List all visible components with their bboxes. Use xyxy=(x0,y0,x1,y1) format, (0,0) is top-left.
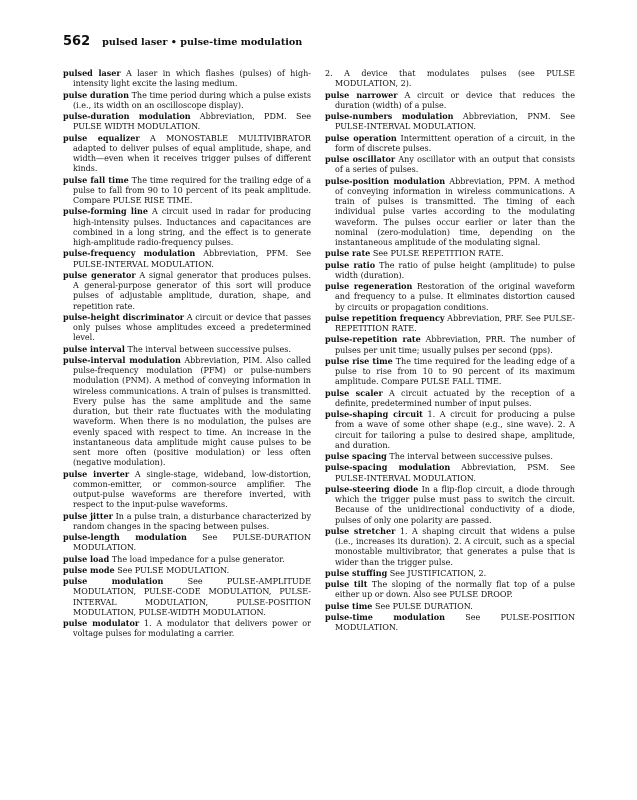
dictionary-entry xyxy=(63,312,311,344)
entry-definition: The load impedance for a pulse generator. xyxy=(111,554,285,564)
entry-definition: Abbreviation, PIM. Also called pulse-frequency modulation (PFM) or pulse-numbers modulation (PNM). A method of conveying information in wireless communications. A train of pulses is transmitted. Every pulse has the same amplitude and the same duration, but their rate fluctuates with the modulating waveform. When there is no modulation, the pulses are evenly spaced with respect to time. An increase in the instantaneous data amplitude might cause pulses to be sent more often (positive modulation) or less often (negative modulation). xyxy=(73,355,311,468)
dictionary-entry xyxy=(63,248,311,270)
entry-definition: See PULSE MODULATION. xyxy=(117,565,230,575)
entry-headword: pulse spacing xyxy=(325,451,387,461)
page-number: 562 xyxy=(63,34,91,49)
running-head: pulsed laser • pulse-time modulation xyxy=(102,37,303,48)
dictionary-entry xyxy=(325,281,575,313)
dictionary-entry xyxy=(325,313,575,335)
entry-definition: A circuit or device that reduces the duration (width) of a pulse. xyxy=(335,90,576,110)
dictionary-entry xyxy=(325,451,575,462)
entry-definition: The sloping of the normally flat top of a pulse either up or down. Also see PULSE DROOP. xyxy=(335,580,575,600)
dictionary-entry xyxy=(325,176,575,249)
entry-headword: pulse fall time xyxy=(63,174,129,185)
dictionary-entry xyxy=(325,612,575,634)
entry-definition: Abbreviation, PNM. See PULSE-INTERVAL MODULATION. xyxy=(335,112,575,132)
dictionary-entry xyxy=(325,133,575,155)
entry-definition: Intermittent operation of a circuit, in the form of discrete pulses. xyxy=(335,133,575,153)
entry-headword: pulse ratio xyxy=(325,259,376,270)
entry-headword: pulse-spacing modulation xyxy=(325,462,451,473)
dictionary-entry xyxy=(325,484,575,526)
entry-headword: pulse scaler xyxy=(325,387,383,398)
dictionary-entry xyxy=(325,90,575,112)
entry-definition: See PULSE-POSITION MODULATION. xyxy=(335,612,575,632)
dictionary-entry xyxy=(63,618,311,640)
entry-headword: pulse-repetition rate xyxy=(325,334,421,345)
dictionary-entry xyxy=(325,260,575,282)
entry-definition: See PULSE DURATION. xyxy=(374,601,473,611)
entry-headword: pulse stuffing xyxy=(325,567,388,578)
entry-headword: pulse time xyxy=(325,600,373,611)
entry-definition: A laser in which flashes (pulses) of high-intensity light excite the lasing medium. xyxy=(73,69,311,89)
dictionary-entry xyxy=(63,175,311,207)
entry-definition: Abbreviation, PRF. See PULSE-REPETITION RATE. xyxy=(335,313,575,333)
dictionary-entry xyxy=(63,355,311,469)
entry-definition: Abbreviation, PPM. A method of conveying information in wireless communications. A train of pulses is transmitted. The timing of each individual pulse varies according to the modulating waveform. The pulses occur earlier or later than the nominal (zero-modulation) time, depending on the instantaneous amplitude of the modulating signal. xyxy=(335,176,575,247)
dictionary-entry xyxy=(63,532,311,554)
entry-definition: A single-stage, wideband, low-distortion, common-emitter, or common-source amplifier. The output-pulse waveforms are therefore inverted, with respect to the input-pulse waveforms. xyxy=(73,469,311,510)
entry-headword: pulse generator xyxy=(63,269,136,280)
entry-headword: pulse-height discriminator xyxy=(63,311,185,322)
dictionary-entry xyxy=(63,565,311,576)
entry-definition: See PULSE REPETITION RATE. xyxy=(372,249,504,259)
dictionary-entry xyxy=(63,270,311,312)
entry-definition: The time required for the trailing edge of a pulse to fall from 90 to 10 percent of its peak amplitude. Compare PULSE RISE TIME. xyxy=(73,175,312,205)
dictionary-entry xyxy=(325,334,575,356)
entry-definition: The interval between successive pulses. xyxy=(389,452,553,461)
entry-definition: A circuit used in radar for producing high-intensity pulses. Inductances and capacitances are combined in a long string, and the effect is to generate high-amplitude radio-frequency pulses. xyxy=(73,207,311,247)
dictionary-entry xyxy=(63,90,311,112)
entry-headword: pulse modulation xyxy=(63,576,164,586)
dictionary-entry xyxy=(325,248,575,259)
entry-definition: A circuit actuated by the reception of a definite, predetermined number of input pulses. xyxy=(335,388,576,408)
entry-headword: pulse-position modulation xyxy=(325,175,446,186)
entry-definition: Abbreviation, PSM. See PULSE-INTERVAL MODULATION. xyxy=(335,463,575,483)
entry-definition: See PULSE-AMPLITUDE MODULATION, PULSE-CODE MODULATION, PULSE-INTERVAL MODULATION, PULSE-POSITION MODULATION, PULSE-WIDTH MODULATION. xyxy=(73,577,311,617)
dictionary-entry xyxy=(63,469,311,511)
dictionary-entry xyxy=(63,133,311,175)
entry-headword: pulse-time modulation xyxy=(325,611,445,622)
dictionary-entry xyxy=(325,409,575,451)
entry-headword: pulse tilt xyxy=(325,579,368,589)
entry-headword: pulse regeneration xyxy=(325,281,413,291)
dictionary-entry xyxy=(325,462,575,484)
entry-headword: pulse equalizer xyxy=(63,132,140,143)
entry-headword: pulse stretcher xyxy=(325,525,396,536)
entry-headword: pulse repetition frequency xyxy=(325,312,445,323)
entry-headword: pulsed laser xyxy=(63,68,121,78)
dictionary-entry xyxy=(63,68,311,90)
entry-headword: pulse load xyxy=(63,553,110,564)
page-header xyxy=(63,32,583,48)
dictionary-entry xyxy=(63,344,311,355)
entry-headword: pulse interval xyxy=(63,343,125,354)
dictionary-entry xyxy=(325,601,575,612)
entry-headword: pulse jitter xyxy=(63,510,113,521)
left-column xyxy=(63,68,311,640)
entry-definition: Abbreviation, PDM. See PULSE WIDTH MODULATION. xyxy=(73,112,311,132)
entry-headword: pulse-frequency modulation xyxy=(63,248,196,259)
entry-headword: pulse mode xyxy=(63,564,115,575)
entry-definition: See PULSE-DURATION MODULATION. xyxy=(73,533,311,553)
dictionary-entry xyxy=(63,511,311,533)
entry-definition: In a flip-flop circuit, a diode through which the trigger pulse must pass to switch the circuit. Because of the unidirectional conductivity of a diode, pulses of only one polarity are passed. xyxy=(335,484,575,525)
entry-headword: pulse operation xyxy=(325,132,397,143)
dictionary-entry xyxy=(63,206,311,248)
entry-definition: A MONOSTABLE MULTIVIBRATOR adapted to deliver pulses of equal amplitude, shape, and width—even when it receives trigger pulses of different kinds. xyxy=(73,133,311,174)
entry-definition: Any oscillator with an output that consists of a series of pulses. xyxy=(335,155,575,175)
entry-headword: pulse narrower xyxy=(325,89,398,100)
dictionary-entry xyxy=(325,568,575,579)
dictionary-entry xyxy=(63,111,311,133)
entry-headword: pulse rate xyxy=(325,248,371,259)
dictionary-entry xyxy=(325,111,575,133)
dictionary-entry xyxy=(325,526,575,568)
entry-definition: The time required for the leading edge of a pulse to rise from 10 to 90 percent of its maximum amplitude. Compare PULSE FALL TIME. xyxy=(335,356,575,387)
entry-definition: The interval between successive pulses. xyxy=(127,344,291,354)
entry-definition: Abbreviation, PRR. The number of pulses per unit time; usually pulses per second (pps). xyxy=(335,335,575,355)
entry-definition: Restoration of the original waveform and frequency to a pulse. It eliminates distortion caused by circuits or propagation conditions. xyxy=(335,282,575,312)
dictionary-entry xyxy=(325,154,575,176)
entry-headword: pulse-interval modulation xyxy=(63,354,181,365)
entry-headword: pulse-numbers modulation xyxy=(325,111,454,121)
entry-definition: The ratio of pulse height (amplitude) to pulse width (duration). xyxy=(335,260,575,280)
entry-definition: 1. A circuit for producing a pulse from a wave of some other shape (e.g., sine wave). 2. A circuit for tailoring a pulse to desired shape, amplitude, and duration. xyxy=(335,410,575,450)
entry-headword: pulse rise time xyxy=(325,355,393,366)
right-column xyxy=(325,68,575,633)
dictionary-entry xyxy=(63,554,311,565)
entry-definition: The time period during which a pulse exists (i.e., its width on an oscilloscope display). xyxy=(73,90,311,110)
dictionary-entry xyxy=(325,579,575,601)
entry-headword: pulse-shaping circuit xyxy=(325,409,423,419)
entry-definition: A signal generator that produces pulses. A general-purpose generator of this sort will produce pulses of adjustable amplitude, duration, shape, and repetition rate. xyxy=(73,270,311,311)
dictionary-entry xyxy=(325,68,575,90)
entry-definition: 1. A modulator that delivers power or voltage pulses for modulating a carrier. xyxy=(73,619,311,639)
dictionary-entry xyxy=(325,356,575,388)
entry-headword: pulse modulator xyxy=(63,618,140,628)
entry-headword: pulse inverter xyxy=(63,468,130,479)
entry-headword: pulse duration xyxy=(63,89,129,100)
entry-headword: pulse-length modulation xyxy=(63,532,187,542)
entry-definition: 2. A device that modulates pulses (see PULSE MODULATION, 2). xyxy=(325,69,575,89)
entry-definition: Abbreviation, PFM. See PULSE-INTERVAL MODULATION. xyxy=(73,249,312,269)
entry-definition: In a pulse train, a disturbance characterized by random changes in the spacing between pulses. xyxy=(73,511,311,531)
entry-headword: pulse-forming line xyxy=(63,206,148,217)
entry-definition: 1. A shaping circuit that widens a pulse (i.e., increases its duration). 2. A circuit, such as a special monostable multivibrator, that generates a pulse that is wider than the trigger pulse. xyxy=(335,526,575,567)
entry-headword: pulse-duration modulation xyxy=(63,111,191,121)
entry-definition: A circuit or device that passes only pulses whose amplitudes exceed a predetermined level. xyxy=(73,312,311,343)
dictionary-entry xyxy=(63,576,311,618)
entry-definition: See JUSTIFICATION, 2. xyxy=(389,568,487,578)
dictionary-entry xyxy=(325,388,575,410)
entry-headword: pulse-steering diode xyxy=(325,483,419,494)
entry-headword: pulse oscillator xyxy=(325,154,396,164)
